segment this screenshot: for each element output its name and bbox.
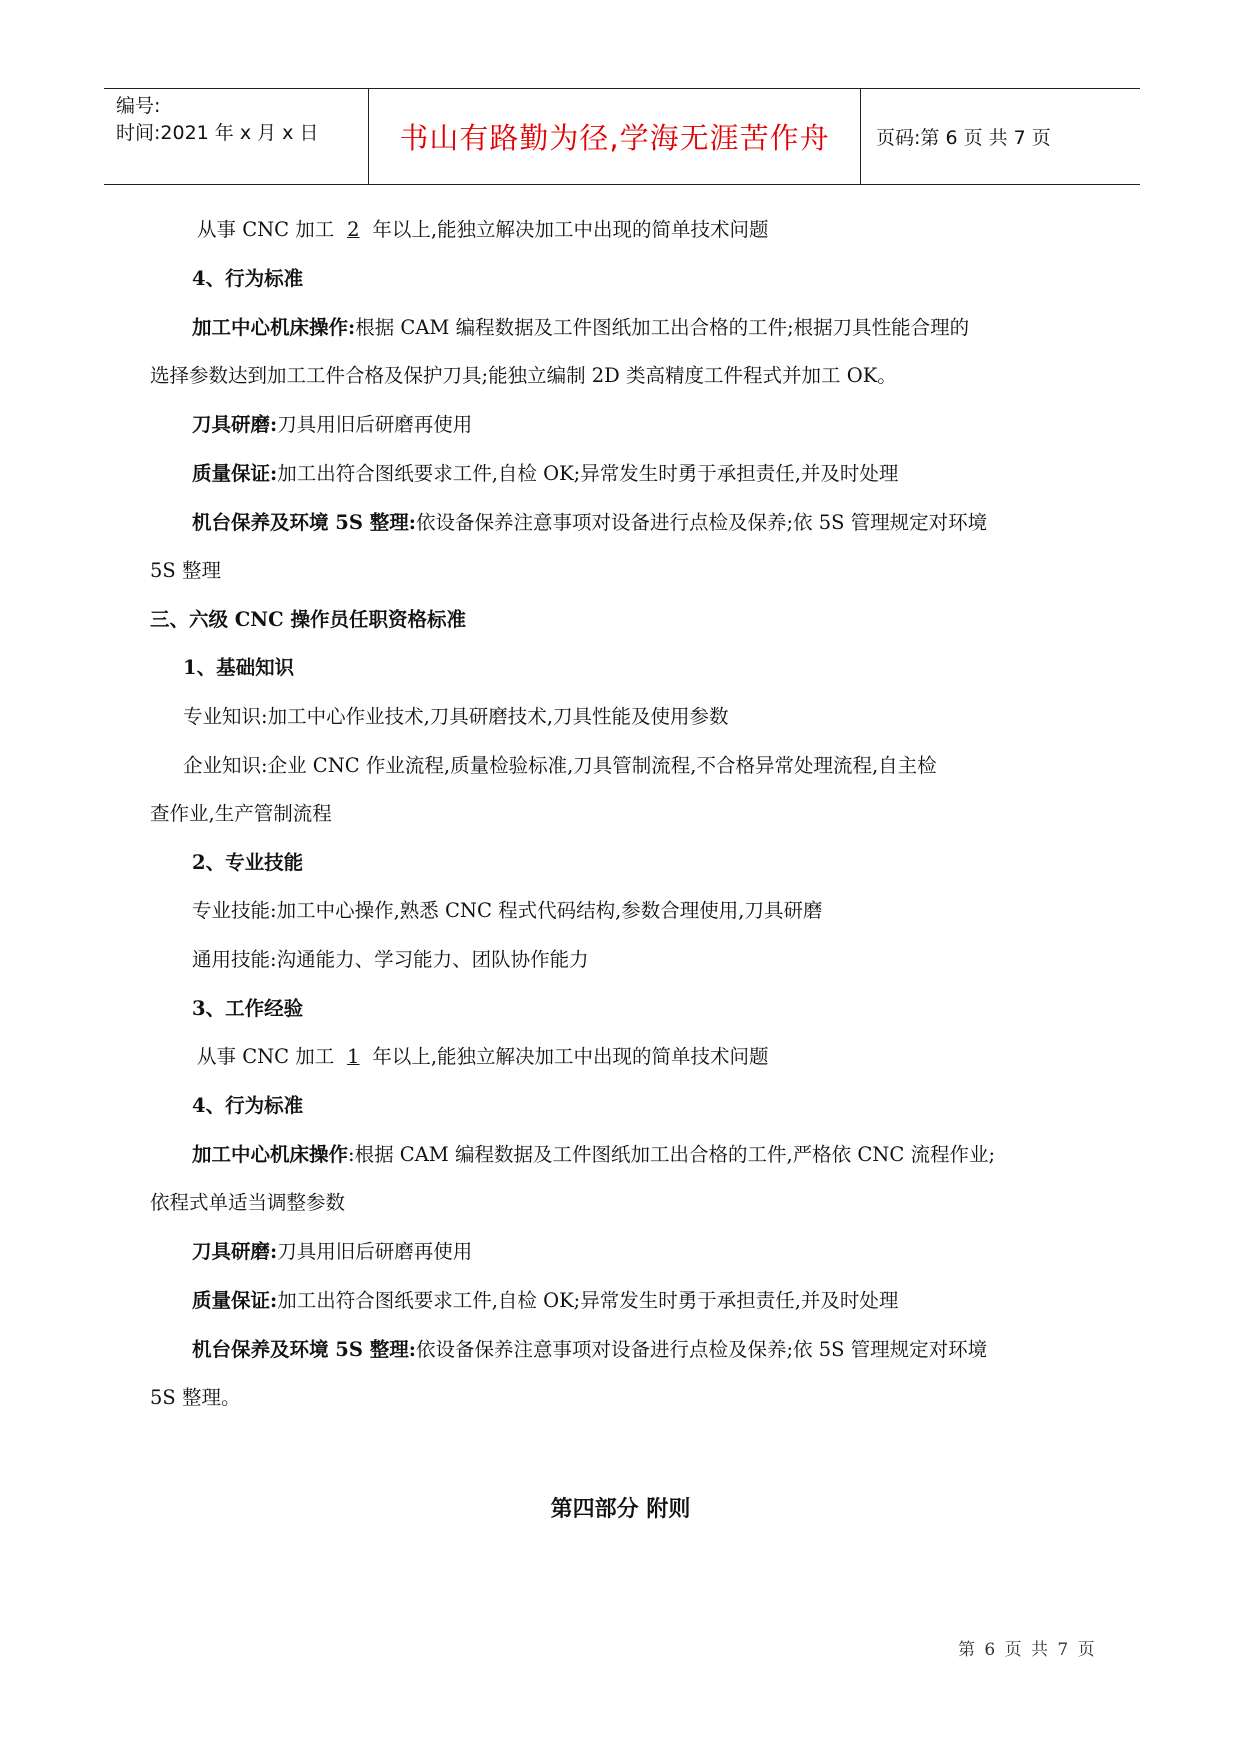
years-value: 2	[347, 218, 360, 241]
header-page-label: 页码:第 6 页 共 7 页	[876, 127, 1051, 149]
paragraph: 企业知识:企业 CNC 作业流程,质量检验标准,刀具管制流程,不合格异常处理流程,自主检	[183, 754, 937, 777]
number-label: 编号:	[116, 95, 161, 117]
paragraph-text: 根据 CAM 编程数据及工件图纸加工出合格的工件;根据刀具性能合理的	[355, 316, 970, 339]
paragraph-text: 依设备保养注意事项对设备进行点检及保养;依 5S 管理规定对环境	[415, 1338, 988, 1361]
paragraph	[192, 1239, 472, 1265]
paragraph-label: 机台保养及环境 5S 整理:	[192, 511, 416, 534]
page-header	[104, 88, 1140, 185]
paragraph-cont: 查作业,生产管制流程	[150, 802, 332, 825]
paragraph-label: 机台保养及环境 5S 整理:	[192, 1338, 416, 1361]
subheading: 4、行为标准	[192, 267, 304, 290]
paragraph-text: 依设备保养注意事项对设备进行点检及保养;依 5S 管理规定对环境	[415, 511, 988, 534]
header-motto: 书山有路勤为径,学海无涯苦作舟	[399, 121, 830, 155]
header-divider	[860, 89, 861, 184]
text: 从事 CNC 加工	[197, 218, 335, 241]
subheading: 1、基础知识	[183, 656, 295, 679]
text: 年以上,能独立解决加工中出现的简单技术问题	[372, 218, 769, 241]
paragraph: 专业技能:加工中心操作,熟悉 CNC 程式代码结构,参数合理使用,刀具研磨	[192, 899, 823, 922]
paragraph	[192, 1288, 898, 1314]
subheading: 4、行为标准	[192, 1094, 304, 1117]
paragraph-label: 刀具研磨:	[192, 1240, 278, 1263]
subheading: 2、专业技能	[192, 851, 304, 874]
paragraph-cont: 选择参数达到加工工件合格及保护刀具;能独立编制 2D 类高精度工件程式并加工 OK。	[150, 364, 897, 387]
page-footer: 第 6 页 共 7 页	[958, 1640, 1097, 1660]
section-heading: 三、六级 CNC 操作员任职资格标准	[150, 608, 466, 631]
paragraph: 专业知识:加工中心作业技术,刀具研磨技术,刀具性能及使用参数	[183, 705, 729, 728]
paragraph	[192, 315, 969, 341]
paragraph-text: 加工出符合图纸要求工件,自检 OK;异常发生时勇于承担责任,并及时处理	[277, 462, 899, 485]
paragraph-cont: 5S 整理。	[150, 1386, 241, 1409]
paragraph-label: 质量保证:	[192, 1289, 278, 1312]
time-label: 时间:2021 年 x 月 x 日	[116, 122, 319, 144]
text: 年以上,能独立解决加工中出现的简单技术问题	[372, 1045, 769, 1068]
paragraph-text: :根据 CAM 编程数据及工件图纸加工出合格的工件,严格依 CNC 流程作业;	[348, 1143, 996, 1166]
paragraph: 通用技能:沟通能力、学习能力、团队协作能力	[192, 948, 589, 971]
experience-line	[197, 1044, 769, 1070]
paragraph-label: 刀具研磨:	[192, 413, 278, 436]
paragraph-cont: 5S 整理	[150, 559, 221, 582]
paragraph-cont: 依程式单适当调整参数	[150, 1191, 346, 1214]
experience-line	[197, 217, 769, 243]
paragraph-text: 加工出符合图纸要求工件,自检 OK;异常发生时勇于承担责任,并及时处理	[277, 1289, 899, 1312]
paragraph-label: 加工中心机床操作:	[192, 316, 356, 339]
paragraph-label: 质量保证:	[192, 462, 278, 485]
paragraph-text: 刀具用旧后研磨再使用	[277, 1240, 473, 1263]
paragraph	[192, 1142, 995, 1168]
text: 从事 CNC 加工	[197, 1045, 335, 1068]
paragraph	[192, 1337, 987, 1363]
header-meta	[116, 93, 366, 147]
paragraph-label: 加工中心机床操作	[192, 1143, 349, 1166]
subheading: 3、工作经验	[192, 997, 304, 1020]
part-title: 第四部分 附则	[550, 1496, 691, 1522]
paragraph	[192, 510, 987, 536]
years-value: 1	[347, 1045, 360, 1068]
paragraph	[192, 412, 472, 438]
paragraph-text: 刀具用旧后研磨再使用	[277, 413, 473, 436]
paragraph	[192, 461, 898, 487]
